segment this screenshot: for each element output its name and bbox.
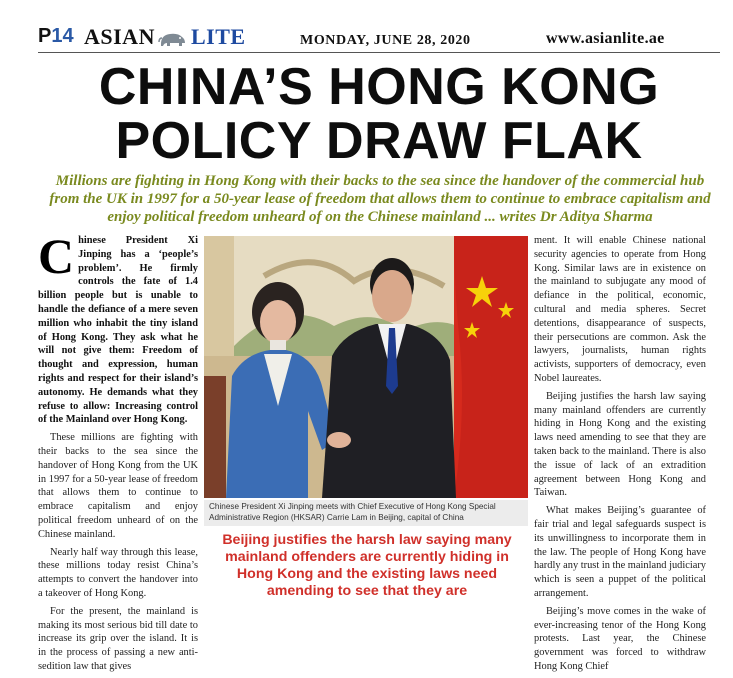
photo-caption: Chinese President Xi Jinping meets with Chief Executive of Hong Kong Special Administrative Region (HKSAR) Carrie Lam in Beijing, capital of China xyxy=(204,500,528,526)
body-paragraph: Beijing’s move comes in the wake of ever-increasing tenor of the Hong Kong protests. Last year, the Chinese government was forced to withdraw Hong Kong Chief xyxy=(534,605,706,672)
issue-date: MONDAY, JUNE 28, 2020 xyxy=(300,33,471,48)
headline-line-1: CHINA’S HONG KONG xyxy=(98,58,660,116)
body-paragraph: These millions are fighting with their backs to the sea since the handover of Hong Kong from the UK in 1997 for a 50-year lease of freedom that allows them to continue to embrace capitalism and enjoy political freedom unheard of on the Chinese mainland. xyxy=(38,432,198,540)
article-column-1 xyxy=(38,228,198,678)
page-number-value: 14 xyxy=(51,25,74,47)
page-number xyxy=(38,25,74,48)
pull-quote: Beijing justifies the harsh law saying many mainland offenders are currently hiding in Hong Kong and the existing laws need amending to see that they are xyxy=(222,532,512,599)
body-paragraph: Beijing justifies the harsh law saying many mainland offenders are currently hiding in Hong Kong and the existing laws need amending to see that they are taken back to the mainland. There is also the issue of lack of an extradition agreement between Hong Kong and Taiwan. xyxy=(534,390,706,499)
logo-text-right: LITE xyxy=(190,24,246,49)
subheadline: Millions are fighting in Hong Kong with their backs to the sea since the handover of the commercial hub from the UK in 1997 for a 50-year lease of freedom that allows them to continue to embrace capitalism and enjoy political freedom unheard of on the Chinese mainland ... writes Dr Aditya Sharma xyxy=(49,173,711,225)
body-paragraph: For the present, the mainland is making its most serious bid till date to increase its grip over the island. It is in the process of passing a new anti-sedition law that gives xyxy=(38,605,198,672)
elephant-logo-icon xyxy=(158,28,188,46)
body-paragraph-continued: ment. It will enable Chinese national security agencies to operate from Hong Kong. Similar laws are in existence on the mainland to subjugate any mood of defiance in the political, economic, cultural and media spheres. Secret detentions, disappearance of suspects, their persecutions are common. Ask the lawyers, journalists, human rights activists, supporters of democracy, even Nobel laureates. xyxy=(534,235,706,384)
article-photo xyxy=(204,236,528,498)
article-column-3 xyxy=(534,234,706,678)
drop-cap: C xyxy=(38,228,75,284)
body-paragraph: What makes Beijing’s guarantee of fair trial and legal safeguards suspect is its unwillingness to incorporate them in the law. The people of Hong Kong have hardly any trust in the mainland judiciary which is seen a puppet of the political arrangement. xyxy=(534,505,706,599)
headline xyxy=(38,60,720,168)
headline-line-2: POLICY DRAW FLAK xyxy=(115,112,643,170)
publication-logo xyxy=(84,24,246,50)
masthead-divider xyxy=(38,52,720,53)
lead-paragraph xyxy=(38,228,198,427)
body-paragraph: Nearly half way through this lease, these millions today resist China’s attempts to convert the handover into a takeover of Hong Kong. xyxy=(38,546,198,599)
masthead xyxy=(0,0,733,58)
website-url[interactable]: www.asianlite.ae xyxy=(546,30,665,47)
logo-text-left: ASIAN xyxy=(84,24,155,49)
page-prefix: P xyxy=(38,25,52,47)
lead-text: hinese President Xi Jinping has a ‘people’s problem’. He firmly controls the fate of 1.4 billion people but is unable to handle the defiance of a mere seven million who inhabit the tiny island of Hong Kong. They ask what he will not give them: Freedom of thought and expression, human rights and respect for their island’s autonomy. He demands what they refuse to allow: Increasing control of the Mainland over Hong Kong. xyxy=(38,235,198,426)
